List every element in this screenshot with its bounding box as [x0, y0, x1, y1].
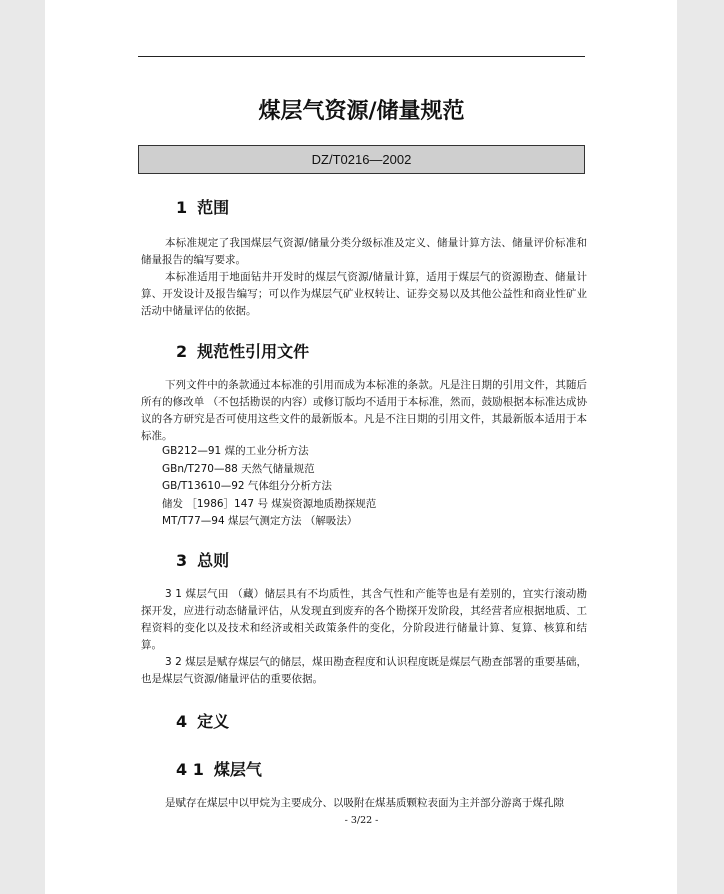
section-3-title: 总则: [197, 551, 230, 570]
section-3-heading: [176, 548, 229, 571]
document-page: [45, 0, 677, 894]
page-number: - 3/22 -: [344, 815, 379, 826]
paragraph: 本标准规定了我国煤层气资源/储量分类分级标准及定义、储量计算方法、储量评价标准和储量报告的编写要求。: [141, 237, 587, 266]
section-2-intro: [141, 377, 587, 445]
paragraph: 本标准适用于地面钻井开发时的煤层气资源/储量计算，适用于煤层气的资源勘查、储量计算、开发设计及报告编写；可以作为煤层气矿业权转让、证券交易以及其他公益性和商业性矿业活动中储量评估的依据。: [141, 271, 587, 317]
section-3-body: [141, 586, 587, 688]
section-4-1-heading: [176, 757, 262, 780]
list-item: GBn/T270—88 天然气储量规范: [162, 462, 315, 475]
paragraph: 下列文件中的条款通过本标准的引用而成为本标准的条款。凡是注日期的引用文件，其随后所有的修改单 （不包括勘误的内容）或修订版均不适用于本标准，然而，鼓励根据本标准达成协议的各方研究是否可使用这些文件的最新版本。凡是不注日期的引用文件，其最新版本适用于本标准。: [141, 379, 587, 442]
section-2-number: 2: [176, 342, 188, 361]
list-item: 储发 ［1986］147 号 煤炭资源地质勘探规范: [162, 497, 377, 510]
section-1-body: [141, 235, 587, 320]
section-4-1-body: [141, 795, 587, 812]
section-1-heading: [176, 195, 229, 218]
section-4-title: 定义: [197, 712, 230, 731]
paragraph: 是赋存在煤层中以甲烷为主要成分、以吸附在煤基质颗粒表面为主并部分游离于煤孔隙: [165, 797, 564, 809]
section-4-number: 4: [176, 712, 188, 731]
standard-number-box: DZ/T0216—2002: [138, 145, 585, 174]
header-rule: [138, 56, 585, 57]
paragraph: 3 1 煤层气田 （藏）储层具有不均质性，其含气性和产能等也是有差别的，宜实行滚动勘探开发，应进行动态储量评估，从发现直到废弃的各个勘探开发阶段，其经营者应根据地质、工程资料的变化以及技术和经济或相关政策条件的变化，分阶段进行储量计算、复算、核算和结算。: [141, 588, 587, 651]
list-item: MT/T77—94 煤层气测定方法 （解吸法）: [162, 515, 358, 527]
section-3-number: 3: [176, 551, 188, 570]
section-4-heading: [176, 709, 229, 732]
list-item: GB212—91 煤的工业分析方法: [162, 445, 309, 457]
section-1-number: 1: [176, 198, 188, 217]
paragraph: 3 2 煤层是赋存煤层气的储层，煤田勘查程度和认识程度既是煤层气勘查部署的重要基础，也是煤层气资源/储量评估的重要依据。: [141, 656, 587, 685]
document-title: 煤层气资源/储量规范: [258, 99, 465, 124]
section-4-1-number: 4 1: [176, 760, 204, 779]
reference-list: [162, 443, 582, 531]
section-1-title: 范围: [197, 198, 230, 217]
section-2-heading: [176, 339, 309, 362]
section-4-1-title: 煤层气: [213, 760, 262, 779]
list-item: GB/T13610—92 气体组分分析方法: [162, 480, 332, 492]
section-2-title: 规范性引用文件: [197, 342, 310, 361]
